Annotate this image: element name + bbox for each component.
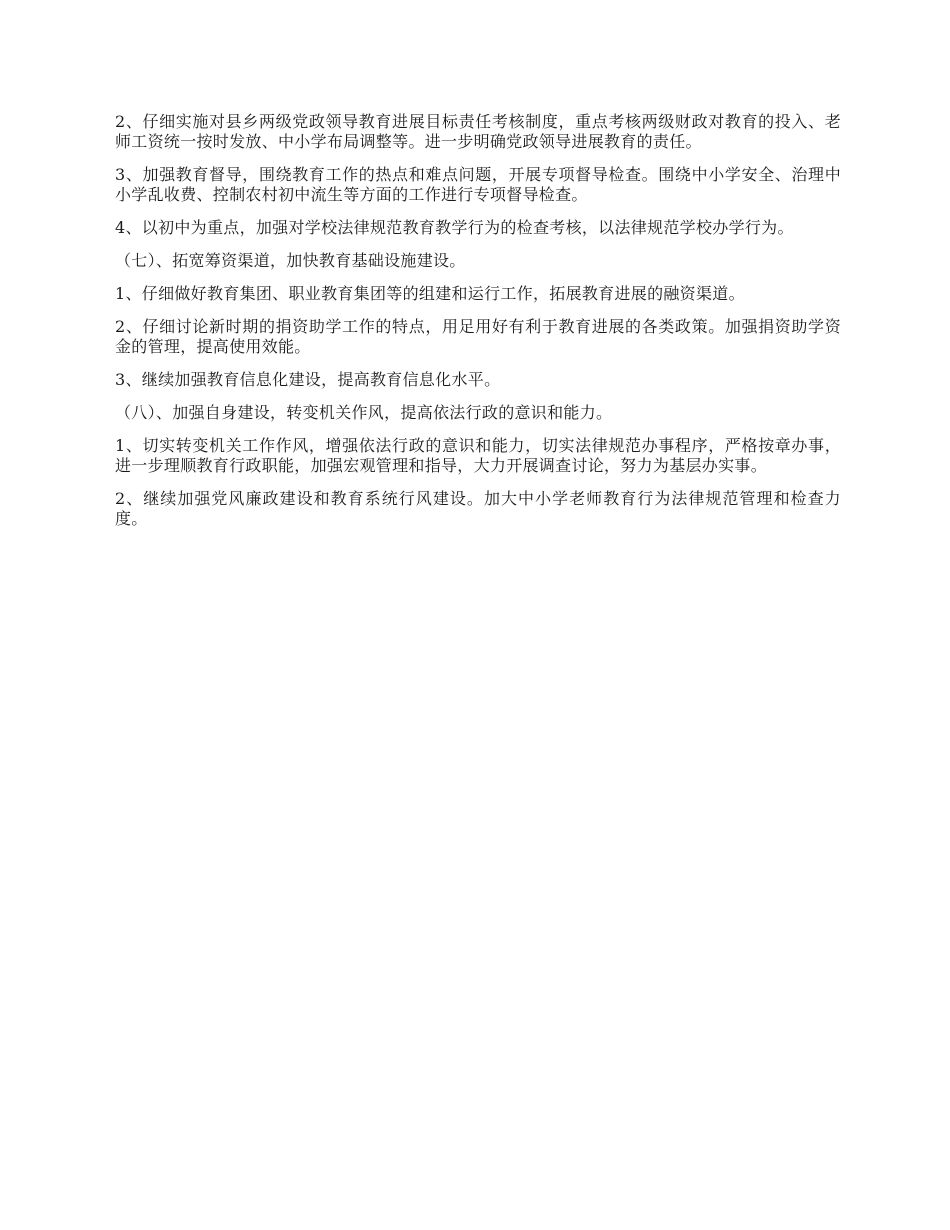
paragraph-item-2-integrity: 2、继续加强党风廉政建设和教育系统行风建设。加大中小学老师教育行为法律规范管理和检查力度。 <box>115 489 841 528</box>
paragraph-item-3-supervision: 3、加强教育督导，围绕教育工作的热点和难点问题，开展专项督导检查。围绕中小学安全、治理中小学乱收费、控制农村初中流生等方面的工作进行专项督导检查。 <box>115 165 841 204</box>
paragraph-item-1-work-style: 1、切实转变机关工作作风，增强依法行政的意识和能力，切实法律规范办事程序，严格按章办事，进一步理顺教育行政职能，加强宏观管理和指导，大力开展调查讨论，努力为基层办实事。 <box>115 436 841 475</box>
section-heading-7: （七）、拓宽筹资渠道，加快教育基础设施建设。 <box>115 251 466 270</box>
paragraph-item-2-donation: 2、仔细讨论新时期的捐资助学工作的特点，用足用好有利于教育进展的各类政策。加强捐资助学资金的管理，提高使用效能。 <box>115 317 841 356</box>
paragraph-item-1-education-group: 1、仔细做好教育集团、职业教育集团等的组建和运行工作，拓展教育进展的融资渠道。 <box>115 284 745 303</box>
paragraph-item-4-junior-high: 4、以初中为重点，加强对学校法律规范教育教学行为的检查考核，以法律规范学校办学行为。 <box>115 218 794 237</box>
paragraph-item-2-assessment: 2、仔细实施对县乡两级党政领导教育进展目标责任考核制度，重点考核两级财政对教育的投入、老师工资统一按时发放、中小学布局调整等。进一步明确党政领导进展教育的责任。 <box>115 112 841 151</box>
section-heading-8: （八）、加强自身建设，转变机关作风，提高依法行政的意识和能力。 <box>115 403 613 422</box>
paragraph-item-3-informatization: 3、继续加强教育信息化建设，提高教育信息化水平。 <box>115 370 501 389</box>
document-body <box>115 112 841 542</box>
